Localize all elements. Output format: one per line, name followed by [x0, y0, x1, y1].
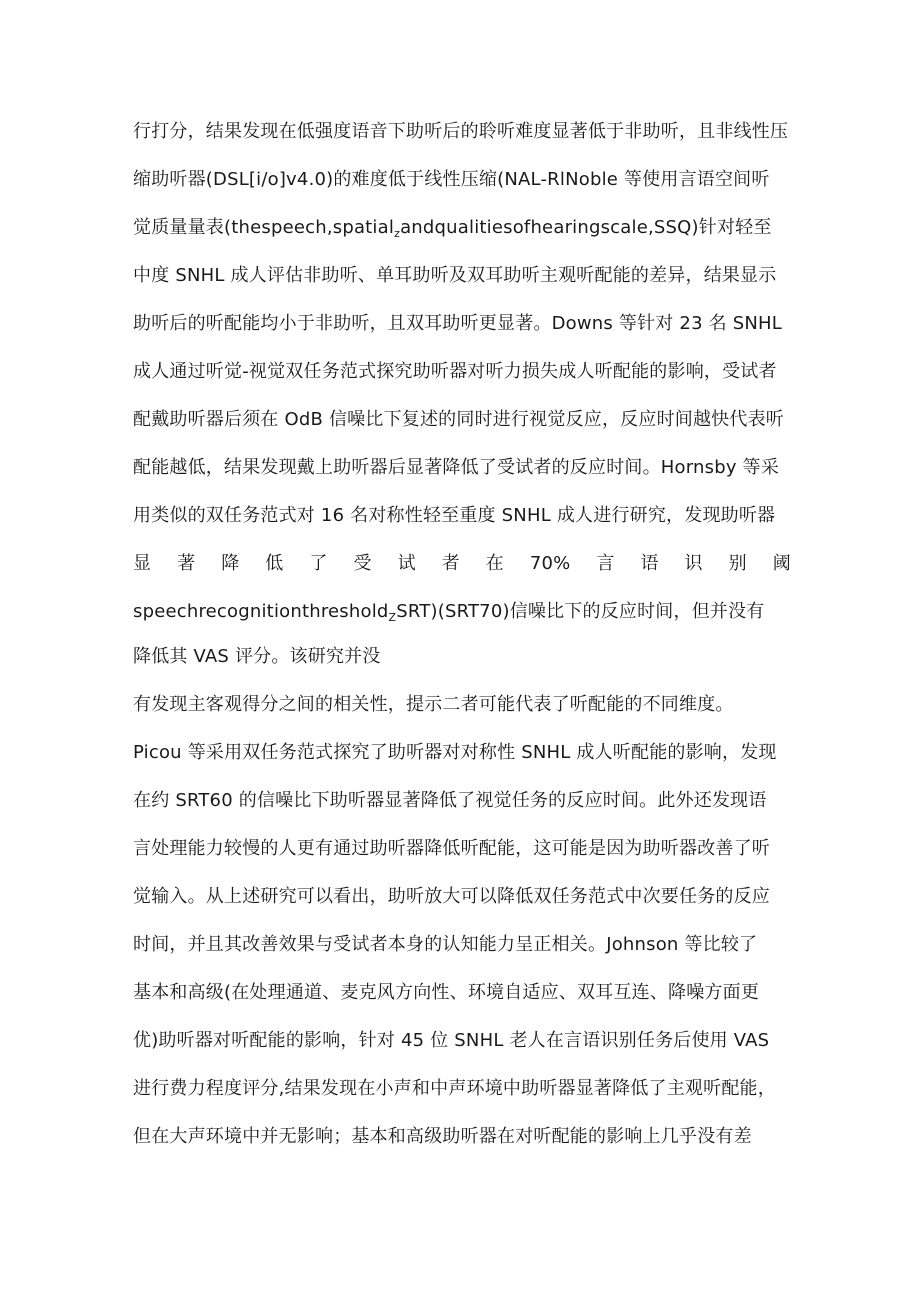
text-segment: 觉质量量表(thespeech,spatial	[133, 217, 395, 238]
subscript: z	[394, 227, 401, 240]
spaced-char: 受	[353, 553, 372, 574]
spaced-char: 在	[485, 553, 504, 574]
text-line: 成人通过听觉-视觉双任务范式探究助听器对听力损失成人听配能的影响，受试者	[133, 361, 777, 382]
spaced-char: 试	[397, 553, 416, 574]
text-line	[133, 213, 772, 243]
spaced-char: 低	[265, 553, 284, 574]
text-line: 行打分，结果发现在低强度语音下助听后的聆听难度显著低于非助听，且非线性压	[133, 121, 789, 142]
text-line: 但在大声环境中并无影响；基本和高级助听器在对听配能的影响上几乎没有差	[133, 1126, 752, 1147]
text-line: 降低其 VAS 评分。该研究并没	[133, 646, 381, 667]
text-line: 缩助听器(DSL[i/o]v4.0)的难度低于线性压缩(NAL-RlNoble 等使用言语空间听	[133, 169, 770, 190]
text-line: 助听后的听配能均小于非助听，且双耳助听更显著。Downs 等针对 23 名 SNHL	[133, 313, 783, 334]
text-line: 在约 SRT60 的信噪比下助听器显著降低了视觉任务的反应时间。此外还发现语	[133, 790, 767, 811]
spaced-char: 言	[596, 553, 615, 574]
text-line: 言处理能力较慢的人更有通过助听器降低听配能，这可能是因为助听器改善了听	[133, 838, 770, 859]
text-segment: speechrecognitionthreshold	[133, 601, 389, 622]
spaced-char: 显	[133, 553, 152, 574]
text-line: Picou 等采用双任务范式探究了助听器对对称性 SNHL 成人听配能的影响，发现	[133, 742, 777, 763]
spaced-char: 了	[309, 553, 328, 574]
spaced-char: 者	[441, 553, 460, 574]
spaced-char: 70%	[529, 553, 571, 574]
text-line: 配戴助听器后须在 OdB 信噪比下复述的同时进行视觉反应，反应时间越快代表听	[133, 409, 784, 430]
spaced-char: 语	[640, 553, 659, 574]
text-line: 时间，并且其改善效果与受试者本身的认知能力呈正相关。Johnson 等比较了	[133, 934, 758, 955]
text-line: 优)助听器对听配能的影响，针对 45 位 SNHL 老人在言语识别任务后使用 VAS	[133, 1030, 770, 1051]
text-line: 觉输入。从上述研究可以看出，助听放大可以降低双任务范式中次要任务的反应	[133, 886, 770, 907]
spaced-char: 著	[177, 553, 196, 574]
text-line: 中度 SNHL 成人评估非助听、单耳助听及双耳助听主观听配能的差异，结果显示	[133, 265, 777, 286]
text-line	[133, 597, 765, 627]
text-line: 配能越低，结果发现戴上助听器后显著降低了受试者的反应时间。Hornsby 等采	[133, 457, 780, 478]
spaced-char: 阈	[772, 553, 791, 574]
text-line: 基本和高级(在处理通道、麦克风方向性、环境自适应、双耳互连、降噪方面更	[133, 982, 760, 1003]
spaced-char: 识	[684, 553, 703, 574]
text-line: 有发现主客观得分之间的相关性，提示二者可能代表了听配能的不同维度。	[133, 694, 734, 715]
text-line: 用类似的双任务范式对 16 名对称性轻至重度 SNHL 成人进行研究，发现助听器	[133, 505, 776, 526]
text-segment: SRT)(SRT70)信噪比下的反应时间，但并没有	[396, 601, 765, 622]
text-segment: andqualitiesofhearingscale,SSQ)针对轻至	[400, 217, 772, 238]
spaced-char: 降	[221, 553, 240, 574]
text-line: 进行费力程度评分,结果发现在小声和中声环境中助听器显著降低了主观听配能，	[133, 1078, 776, 1099]
spaced-text-line	[133, 549, 791, 579]
subscript: Z	[388, 611, 397, 624]
spaced-char: 别	[728, 553, 747, 574]
